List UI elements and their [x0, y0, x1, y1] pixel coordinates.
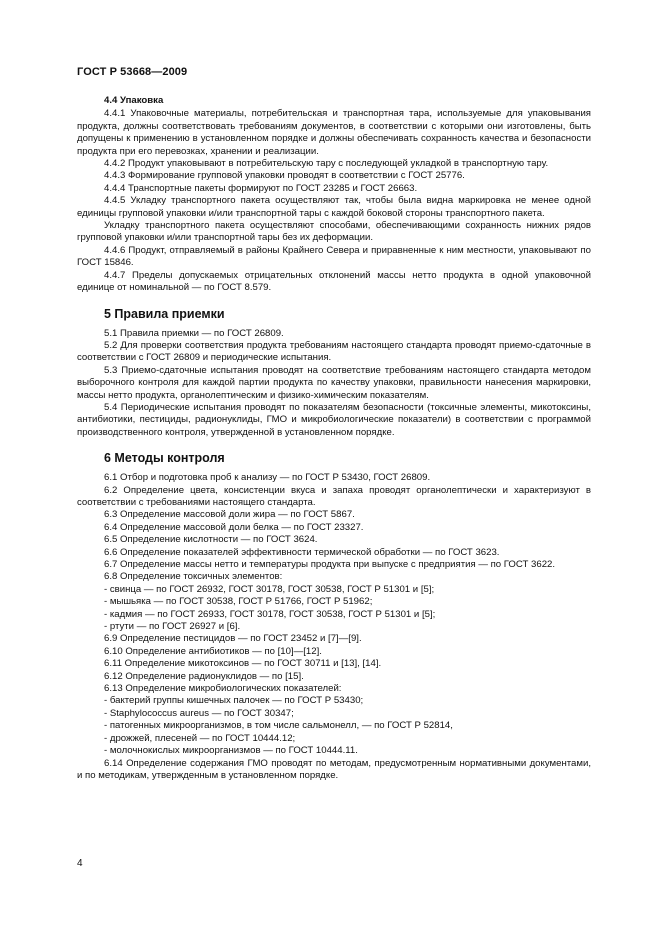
list-item: 6.13 Определение микробиологических показателей: [104, 683, 342, 695]
paragraph: 5.4 Периодические испытания проводят по показателям безопасности (токсичные элементы, микотоксины, антибиотики, пестициды, радионуклиды, ГМО и микробиологические показатели) в соответствии с программой производственного контроля, утвержденной в установленном порядке. [77, 401, 591, 438]
paragraph: 4.4.5 Укладку транспортного пакета осуществляют так, чтобы была видна маркировка не менее одной единицы групповой упаковки и/или транспортной тары с каждой боковой стороны транспортного пакета. [77, 195, 591, 219]
bullet-item: - дрожжей, плесеней — по ГОСТ 10444.12; [104, 732, 296, 744]
paragraph: 5.3 Приемо-сдаточные испытания проводят на соответствие требованиям настоящего стандарта методом выборочного контроля для каждой партии продукта по качеству упаковки, правильности нанесения маркировки, массы нетто продукта, органолептическим и физико-химическим показателям. [77, 364, 591, 401]
bullet-item: - патогенных микроорганизмов, в том числе сальмонелл, — по ГОСТ Р 52814, [104, 720, 453, 732]
paragraph: 4.4.1 Упаковочные материалы, потребительская и транспортная тара, используемые для упаковывания продукта, должны соответствовать требованиям документов, в соответствии с которыми они изготовлены, быть допущены к применению в установленном порядке и должны обеспечивать сохранность качества и безопасности продукта при его перевозках, хранении и реализации. [77, 108, 591, 157]
bullet-item: - молочнокислых микроорганизмов — по ГОСТ 10444.11. [104, 745, 358, 757]
section-heading-acceptance: 5 Правила приемки [104, 306, 225, 321]
subsection-heading-packaging: 4.4 Упаковка [104, 95, 164, 106]
list-item: 6.8 Определение токсичных элементов: [104, 571, 283, 583]
bullet-item: - Staphylococcus aureus — по ГОСТ 30347; [104, 707, 294, 719]
bullet-item: - мышьяка — по ГОСТ 30538, ГОСТ Р 51766, ГОСТ Р 51962; [104, 596, 373, 608]
bullet-item: - кадмия — по ГОСТ 26933, ГОСТ 30178, ГОСТ 30538, ГОСТ Р 51301 и [5]; [104, 608, 436, 620]
paragraph: 4.4.7 Пределы допускаемых отрицательных отклонений массы нетто продукта в одной упаковочной единице от номинальной — по ГОСТ 8.579. [77, 269, 591, 294]
list-item: 6.12 Определение радионуклидов — по [15]. [104, 670, 304, 682]
paragraph: 5.2 Для проверки соответствия продукта требованиям настоящего стандарта проводят приемо-сдаточные в соответствии с ГОСТ 26809 и периодические испытания. [77, 339, 591, 364]
paragraph: 4.4.4 Транспортные пакеты формируют по ГОСТ 23285 и ГОСТ 26663. [104, 182, 418, 194]
list-item: 6.10 Определение антибиотиков — по [10]—[12]. [104, 645, 322, 657]
list-item: 6.7 Определение массы нетто и температуры продукта при выпуске с предприятия — по ГОСТ 3622. [104, 559, 556, 570]
page-number: 4 [77, 858, 83, 869]
section-heading-methods: 6 Методы контроля [104, 451, 225, 466]
bullet-item: - свинца — по ГОСТ 26932, ГОСТ 30178, ГОСТ 30538, ГОСТ Р 51301 и [5]; [104, 583, 435, 595]
list-item: 6.11 Определение микотоксинов — по ГОСТ 30711 и [13], [14]. [104, 658, 382, 670]
paragraph: Укладку транспортного пакета осуществляют способами, обеспечивающими сохранность нижних рядов групповой упаковки и/или транспортной тары без их деформации. [77, 220, 591, 244]
paragraph: 4.4.3 Формирование групповой упаковки проводят в соответствии с ГОСТ 25776. [104, 170, 465, 182]
page-content [77, 95, 591, 782]
list-item: 6.3 Определение массовой доли жира — по ГОСТ 5867. [104, 509, 355, 521]
list-item: 6.6 Определение показателей эффективности термической обработки — по ГОСТ 3623. [104, 546, 500, 558]
paragraph: 6.14 Определение содержания ГМО проводят по методам, предусмотренным нормативными документами, и по методикам, утвержденным в установленном порядке. [77, 757, 591, 781]
paragraph: 4.4.2 Продукт упаковывают в потребительскую тару с последующей укладкой в транспортную тару. [104, 158, 549, 170]
paragraph: 5.1 Правила приемки — по ГОСТ 26809. [104, 327, 284, 339]
bullet-item: - ртути — по ГОСТ 26927 и [6]. [104, 621, 241, 633]
bullet-item: - бактерий группы кишечных палочек — по ГОСТ Р 53430; [104, 695, 364, 707]
list-item: 6.4 Определение массовой доли белка — по ГОСТ 23327. [104, 521, 364, 533]
paragraph: 4.4.6 Продукт, отправляемый в районы Крайнего Севера и приравненные к ним местности, упаковывают по ГОСТ 15846. [77, 244, 591, 269]
list-item: 6.9 Определение пестицидов — по ГОСТ 23452 и [7]—[9]. [104, 633, 362, 645]
standard-header: ГОСТ Р 53668—2009 [77, 66, 188, 78]
paragraph: 6.1 Отбор и подготовка проб к анализу — по ГОСТ Р 53430, ГОСТ 26809. [104, 472, 431, 484]
list-item: 6.5 Определение кислотности — по ГОСТ 3624. [104, 534, 318, 546]
paragraph: 6.2 Определение цвета, консистенции вкуса и запаха проводят органолептически и характеризуют в соответствии с требованиями настоящего стандарта. [77, 484, 591, 508]
